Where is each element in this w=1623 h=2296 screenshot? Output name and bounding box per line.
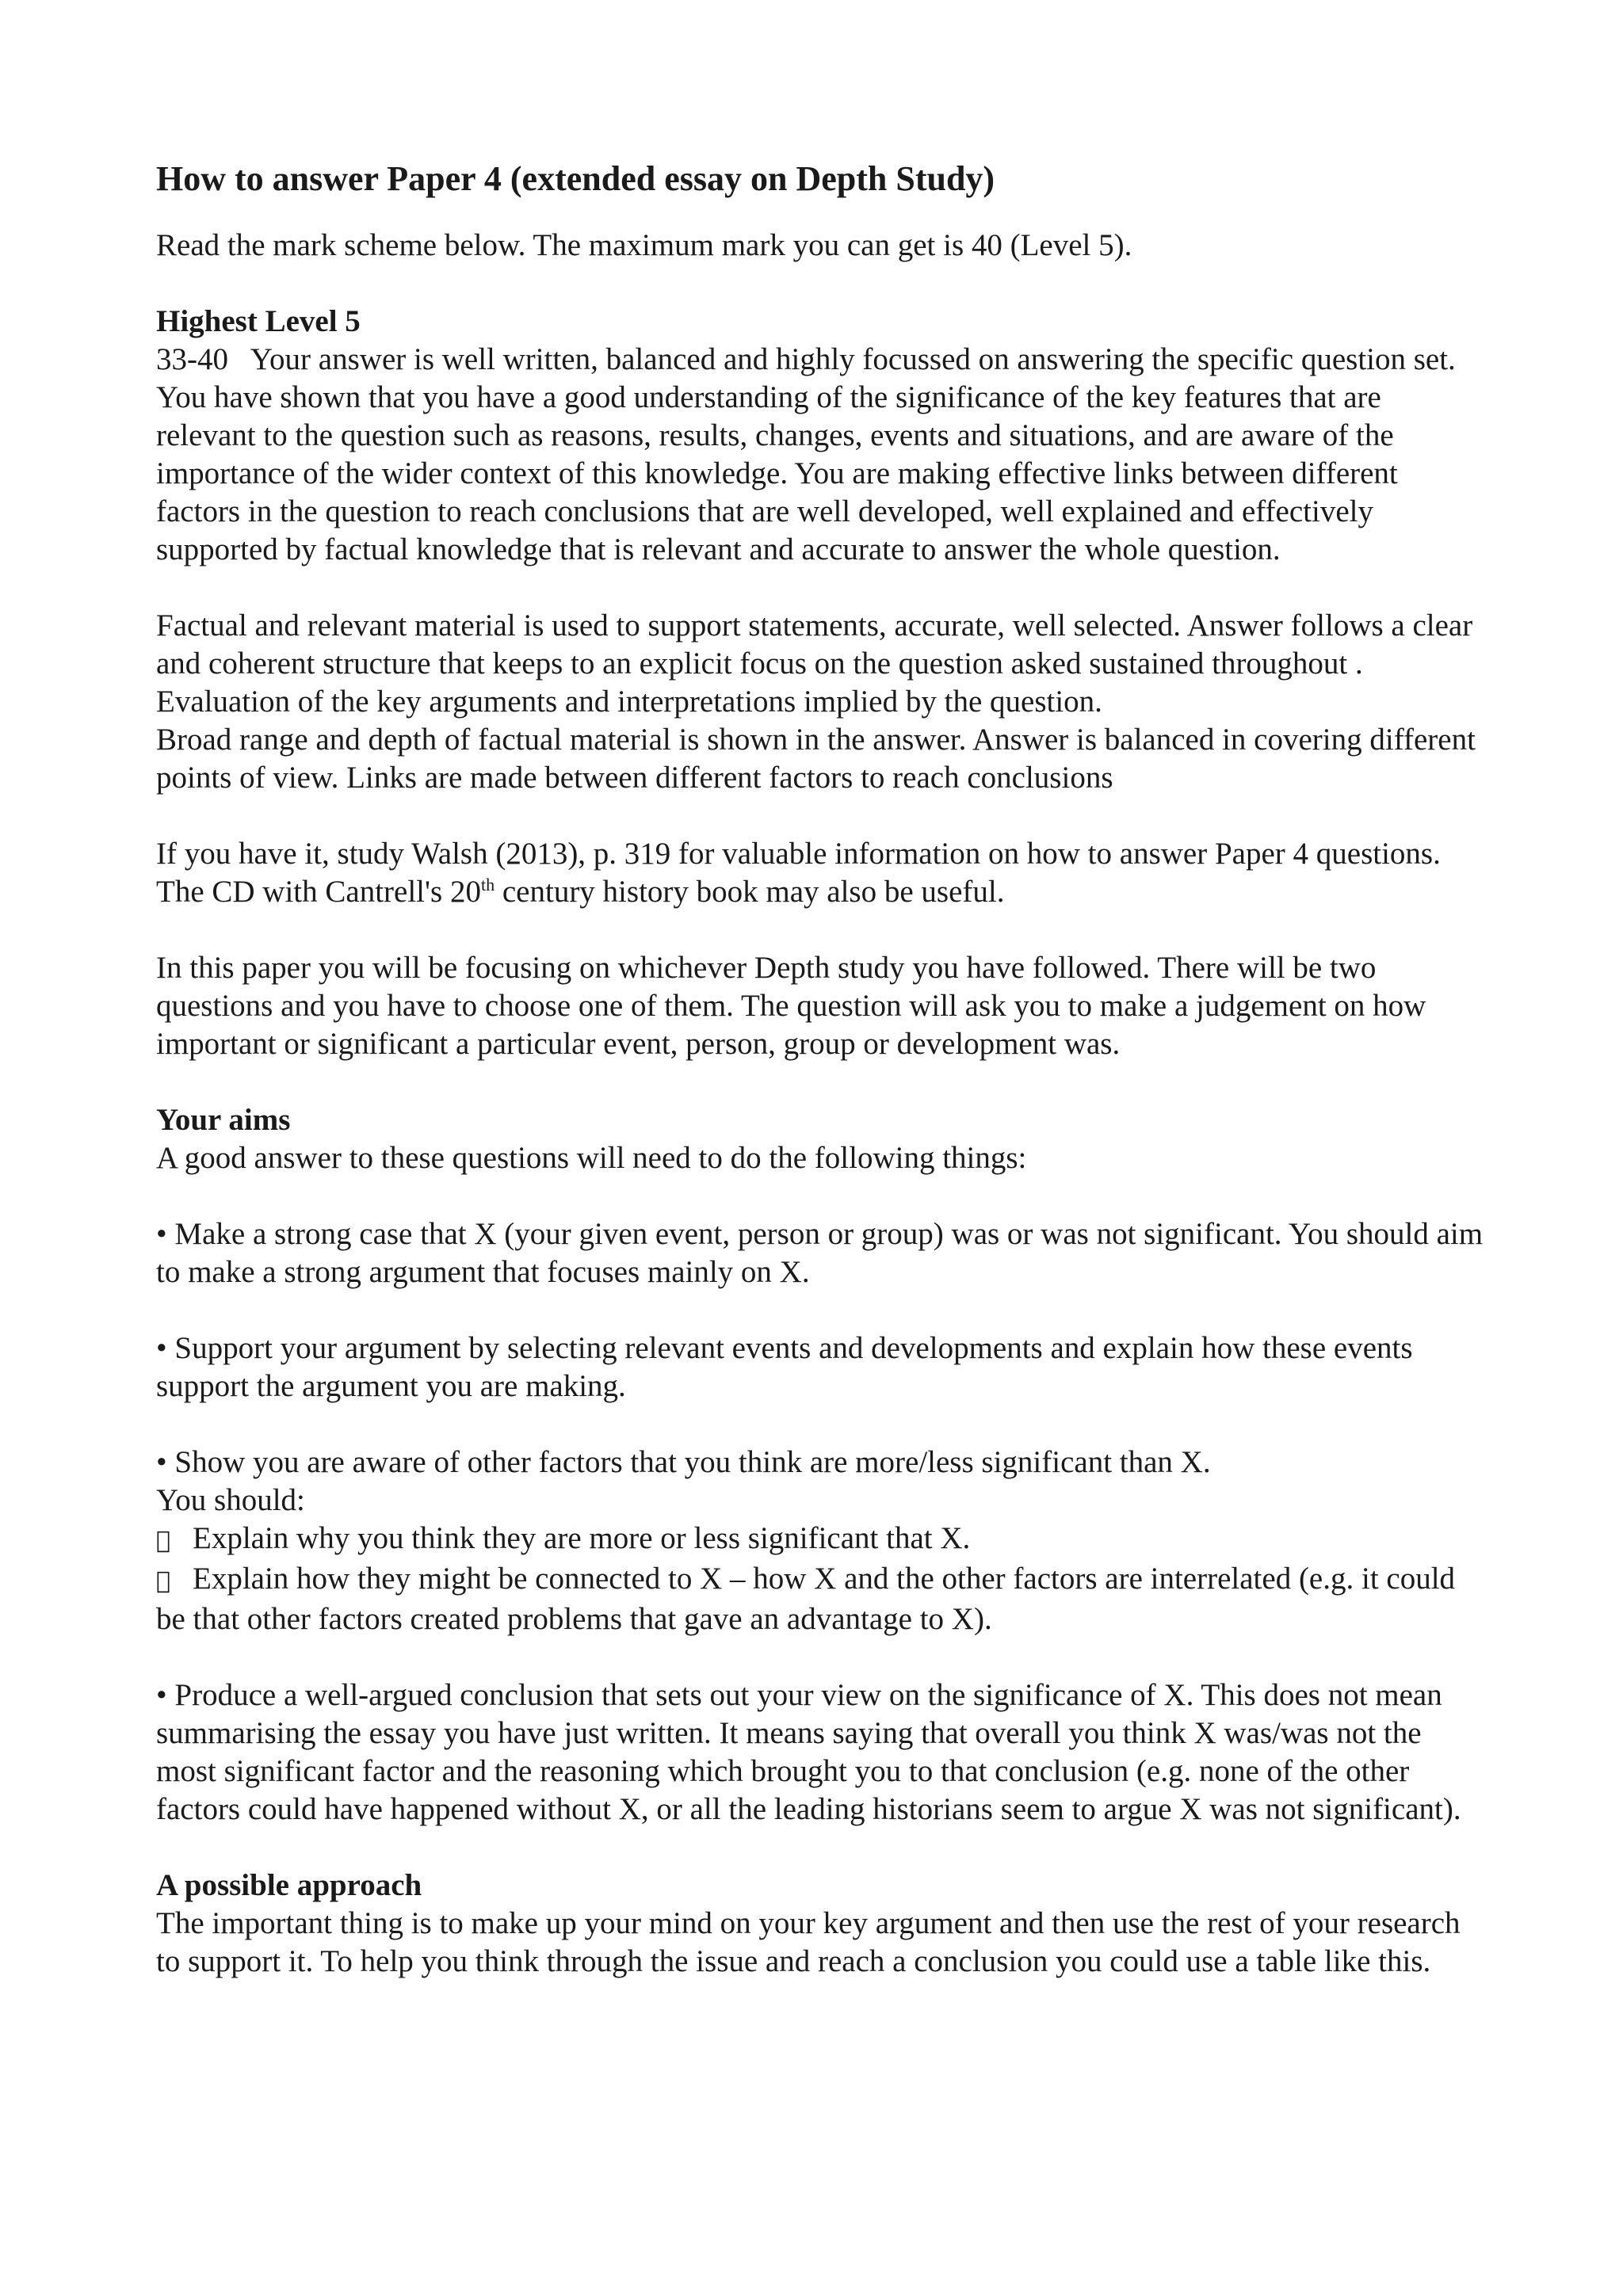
spacer bbox=[156, 911, 1487, 949]
spacer bbox=[156, 1829, 1487, 1867]
sub-bullet-1-text: Explain why you think they are more or less significant that X. bbox=[193, 1521, 971, 1555]
spacer bbox=[156, 569, 1487, 607]
approach-heading: A possible approach bbox=[156, 1863, 422, 1897]
page-title: How to answer Paper 4 (extended essay on Depth Study) bbox=[156, 159, 995, 198]
bullet-symbol-icon bbox=[156, 1562, 193, 1600]
level5-heading: Highest Level 5 bbox=[156, 304, 361, 338]
sub-bullet-2-text: Explain how they might be connected to X – how X and the other factors are interrelated (e.g. it could be that other factors created problems that gave an advantage to X). bbox=[156, 1559, 1456, 1631]
aims-bullet-3: • Show you are aware of other factors that you think are more/less significant than X. bbox=[156, 1445, 1211, 1479]
ordinal-suffix: th bbox=[480, 875, 495, 894]
spacer bbox=[156, 1063, 1487, 1101]
depth-paragraph: In this paper you will be focusing on whichever Depth study you have followed. There will be two questions and you have to choose one of them. The question will ask you to make a judgement on how important or significant a particular event, person, group or development was. bbox=[156, 951, 1426, 1061]
factual-paragraph-1: Factual and relevant material is used to support statements, accurate, well selected. Answer follows a clear and coherent structure that keeps to an explicit focus on the question asked sustained throughout . Evaluation of the key arguments and interpretations implied by the question. bbox=[156, 608, 1473, 719]
walsh-text: If you have it, study Walsh (2013), p. 319 for valuable information on how to answer Paper 4 questions. The CD with Cantrell's 20 bbox=[156, 837, 1441, 909]
aims-intro: A good answer to these questions will need to do the following things: bbox=[156, 1141, 1027, 1175]
bullet-symbol-icon bbox=[156, 1522, 193, 1560]
aims-bullet-4: • Produce a well-argued conclusion that sets out your view on the significance of X. This does not mean summarising the essay you have just written. It means saying that overall you think X was/was not the most significant factor and the reasoning which brought you to that conclusion (e.g. none of the other factors could have happened without X, or all the leading historians seem to argue X was not significant). bbox=[156, 1673, 1461, 1821]
sub-bullet-1 bbox=[156, 1520, 1487, 1560]
aims-heading: Your aims bbox=[156, 1103, 291, 1137]
spacer bbox=[156, 797, 1487, 835]
aims-bullet-1: • Make a strong case that X (your given event, person or group) was or was not significant. You should aim to make a strong argument that focuses mainly on X. bbox=[156, 1217, 1484, 1289]
intro-paragraph: Read the mark scheme below. The maximum mark you can get is 40 (Level 5). bbox=[156, 228, 1132, 262]
document-page bbox=[156, 155, 1487, 1981]
spacer bbox=[156, 1638, 1487, 1676]
spacer bbox=[156, 1177, 1487, 1215]
walsh-text-end: century history book may also be useful. bbox=[495, 875, 1005, 909]
spacer bbox=[156, 1291, 1487, 1329]
spacer bbox=[156, 1405, 1487, 1444]
approach-text: The important thing is to make up your mind on your key argument and then use the rest of your research to support it. To help you think through the issue and reach a conclusion you could use a table like this. bbox=[156, 1901, 1461, 1974]
level5-text: 33-40 Your answer is well written, balanced and highly focussed on answering the specific question set. You have shown that you have a good understanding of the significance of the key features that are relevant to the question such as reasons, results, changes, events and situations, and are aware of the importance of the wider context of this knowledge. You are making effective links between different factors in the question to reach conclusions that are well developed, well explained and effectively supported by factual knowledge that is relevant and accurate to answer the whole question. bbox=[156, 342, 1456, 566]
aims-bullet-2: • Support your argument by selecting relevant events and developments and explain how these events support the argument you are making. bbox=[156, 1331, 1413, 1403]
sub-bullet-2 bbox=[156, 1560, 1487, 1638]
you-should-label: You should: bbox=[156, 1483, 305, 1517]
walsh-paragraph bbox=[156, 835, 1487, 911]
factual-paragraph-2: Broad range and depth of factual material is shown in the answer. Answer is balanced in covering different points of view. Links are made between different factors to reach conclusions bbox=[156, 723, 1476, 795]
spacer bbox=[156, 265, 1487, 303]
